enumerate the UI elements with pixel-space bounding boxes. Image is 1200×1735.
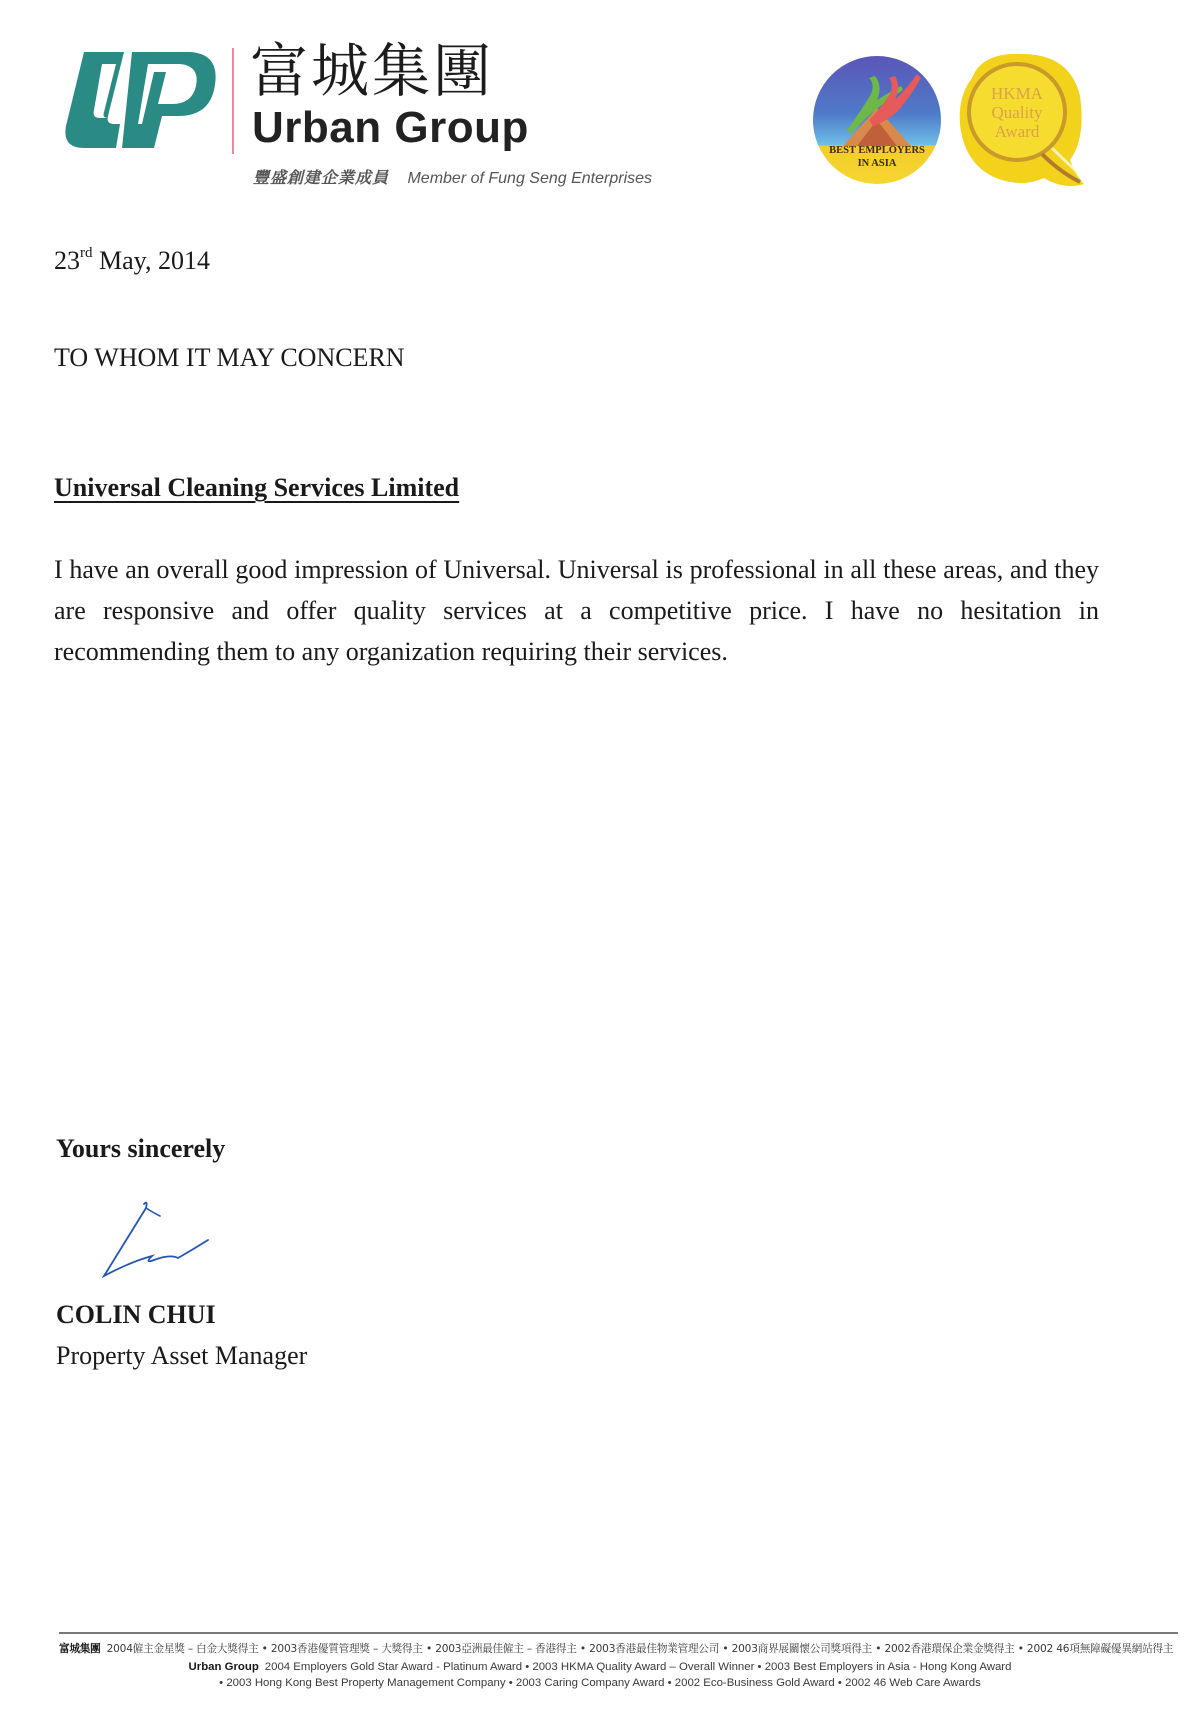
hkma-quality-award-seal-icon xyxy=(952,48,1092,194)
subject-heading: Universal Cleaning Services Limited xyxy=(54,473,460,502)
letterhead-divider xyxy=(232,48,234,154)
footer-cn-awards: 2004僱主金星獎 – 白金大獎得主 • 2003香港優質管理獎 – 大獎得主 • 2003亞洲最佳僱主 – 香港得主 • 2003香港最佳物業管理公司 • 2003商界展關懷公司獎項得主 • 2002香港環保企業金獎得主 • 2002 46項無障礙優異網站得主 xyxy=(106,1643,1174,1655)
date-rest: May, 2014 xyxy=(92,246,210,275)
seal-line: Quality xyxy=(991,103,1043,122)
badge-line: BEST EMPLOYERS xyxy=(829,145,925,156)
salutation: TO WHOM IT MAY CONCERN xyxy=(54,343,405,372)
body-paragraph: I have an overall good impression of Universal. Universal is professional in all these areas, and they are responsive and offer quality services at a competitive price. I have no hesitation in recommending them to any organization requiring their services. xyxy=(54,555,1099,666)
member-line xyxy=(253,165,652,188)
member-chinese: 豐盛創建企業成員 xyxy=(253,170,390,187)
letter-date xyxy=(54,246,210,276)
company-name-english: Urban Group xyxy=(252,103,529,152)
footer-awards-english-line-2: • 2003 Hong Kong Best Property Management Company • 2003 Caring Company Award • 2002 Eco-Business Gold Award • 2002 46 Web Care Awards xyxy=(219,1677,981,1689)
footer-awards-english-line-1 xyxy=(0,1661,1200,1673)
badge-line: IN ASIA xyxy=(857,158,897,169)
footer-awards-chinese xyxy=(59,1641,1178,1656)
best-employers-badge-icon xyxy=(813,56,941,184)
date-suffix: rd xyxy=(80,245,93,261)
company-name-chinese: 富城集團 xyxy=(250,37,495,105)
member-english: Member of Fung Seng Enterprises xyxy=(407,170,653,187)
footer-en-label: Urban Group xyxy=(188,1661,259,1673)
date-day: 23 xyxy=(54,246,80,275)
signer-name: COLIN CHUI xyxy=(56,1300,216,1329)
footer-cn-label: 富城集團 xyxy=(59,1643,101,1655)
seal-line: HKMA xyxy=(991,84,1043,103)
urban-group-logo-icon xyxy=(62,50,218,152)
seal-line: Award xyxy=(994,122,1040,141)
signer-title: Property Asset Manager xyxy=(56,1341,308,1370)
letter-body xyxy=(54,549,1099,672)
footer-divider xyxy=(59,1632,1178,1634)
signature-icon xyxy=(100,1198,220,1288)
footer-en-awards-1: 2004 Employers Gold Star Award - Platinum Award • 2003 HKMA Quality Award – Overall Winner • 2003 Best Employers in Asia - Hong Kong Award xyxy=(264,1661,1012,1673)
closing: Yours sincerely xyxy=(56,1134,226,1163)
